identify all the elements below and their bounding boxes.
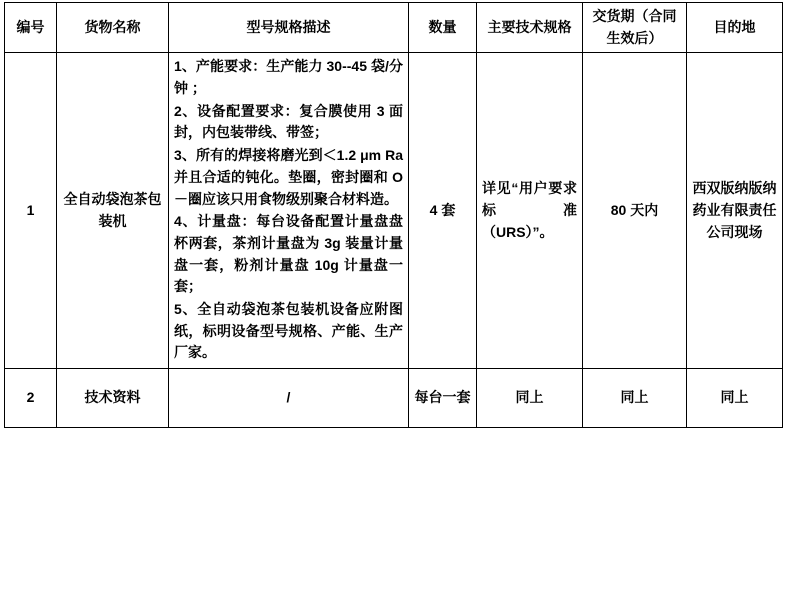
cell-row2-quantity: 每台一套	[409, 369, 477, 428]
spec-line-2: 2、设备配置要求：复合膜使用 3 面封，内包装带线、带签；	[174, 102, 403, 141]
column-header-model-spec: 型号规格描述	[169, 3, 409, 53]
table-header-row	[5, 3, 783, 53]
table-row	[5, 369, 783, 428]
cell-row2-model-spec: /	[169, 369, 409, 428]
cell-row1-model-spec	[169, 53, 409, 369]
spec-line-5: 5、全自动袋泡茶包装机设备应附图纸，标明设备型号规格、产能、生产厂家。	[174, 300, 403, 361]
goods-specification-table	[4, 2, 783, 428]
spec-line-3: 3、所有的焊接将磨光到＜1.2 μm Ra 并且合适的钝化。垫圈，密封圈和 O－圈应该只用食物级别聚合材料造。	[174, 147, 403, 207]
cell-row2-goods-name: 技术资料	[57, 369, 169, 428]
table-row	[5, 53, 783, 369]
cell-row2-no: 2	[5, 369, 57, 428]
column-header-destination: 目的地	[687, 3, 783, 53]
cell-row2-destination: 同上	[687, 369, 783, 428]
column-header-technical-spec: 主要技术规格	[477, 3, 583, 53]
cell-row2-technical-spec: 同上	[477, 369, 583, 428]
spec-line-4: 4、计量盘：每台设备配置计量盘盘杯两套，茶剂计量盘为 3g 装量计量盘一套，粉剂计量盘 10g 计量盘一套；	[174, 213, 403, 295]
cell-row1-technical-spec: 详见“用户要求标准（URS）”。	[477, 53, 583, 369]
column-header-quantity: 数量	[409, 3, 477, 53]
column-header-delivery-period: 交货期（合同生效后）	[583, 3, 687, 53]
cell-row1-quantity: 4 套	[409, 53, 477, 369]
column-header-no: 编号	[5, 3, 57, 53]
column-header-goods-name: 货物名称	[57, 3, 169, 53]
cell-row1-no: 1	[5, 53, 57, 369]
cell-row2-delivery-period: 同上	[583, 369, 687, 428]
cell-row1-delivery-period: 80 天内	[583, 53, 687, 369]
cell-row1-goods-name: 全自动袋泡茶包装机	[57, 53, 169, 369]
cell-row1-destination: 西双版纳版纳药业有限责任公司现场	[687, 53, 783, 369]
spec-line-1: 1、产能要求：生产能力 30--45 袋/分钟 ；	[174, 58, 403, 97]
